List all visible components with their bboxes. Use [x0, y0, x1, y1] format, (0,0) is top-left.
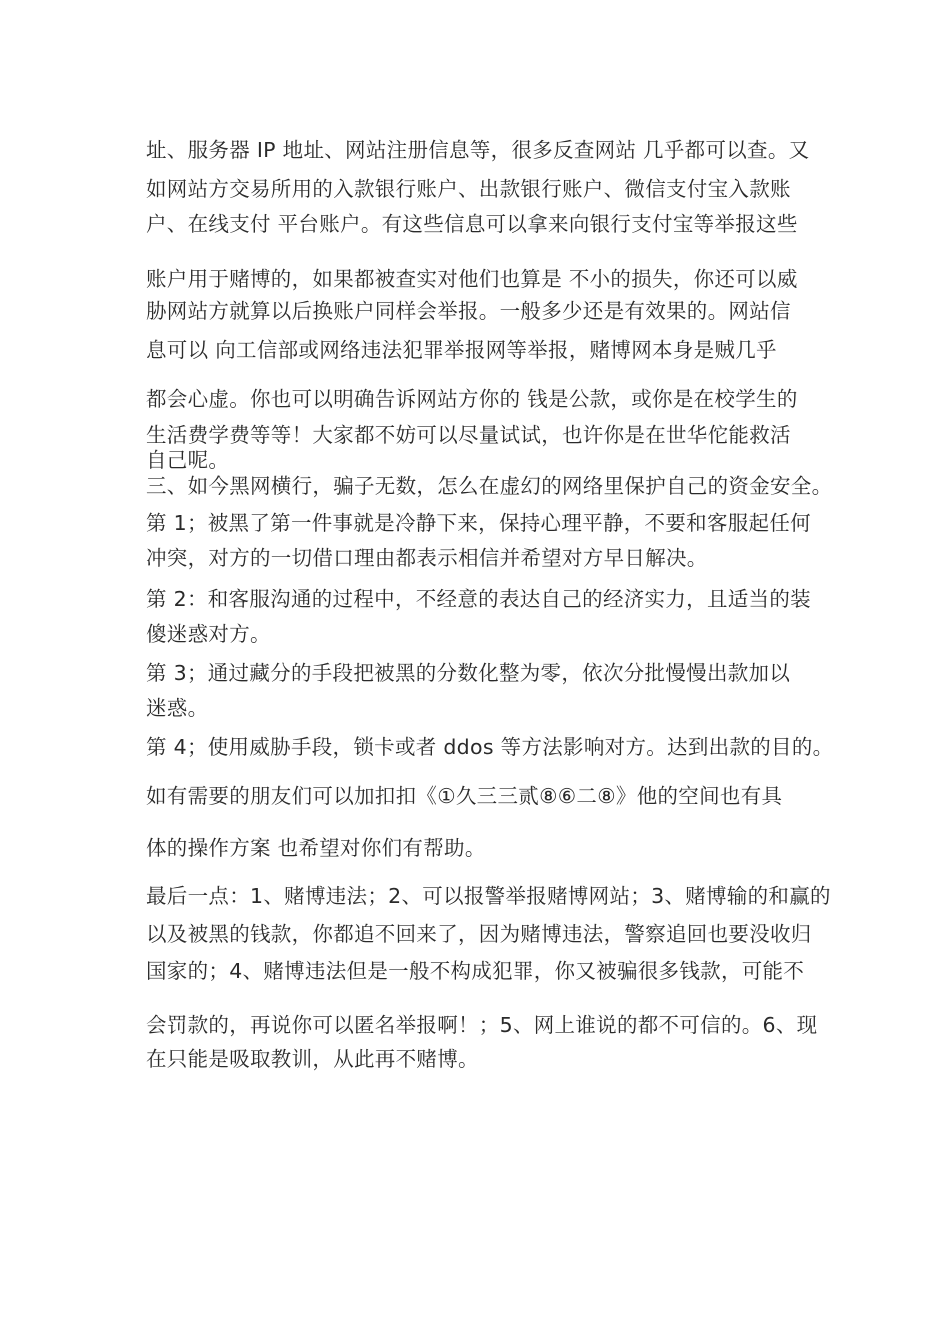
- text-line: 如有需要的朋友们可以加扣扣《①久三三贰⑧⑥二⑧》他的空间也有具: [146, 784, 783, 808]
- text-line: 生活费学费等等！大家都不妨可以尽量试试，也许你是在世华佗能救活: [146, 423, 791, 447]
- text-line: 会罚款的，再说你可以匿名举报啊！；5、网上谁说的都不可信的。6、现: [146, 1013, 818, 1037]
- text-line: 最后一点：1、赌博违法；2、可以报警举报赌博网站；3、赌博输的和赢的: [146, 884, 831, 908]
- text-line: 息可以 向工信部或网络违法犯罪举报网等举报，赌博网本身是贼几乎: [146, 338, 777, 362]
- text-line: 第 1；被黑了第一件事就是冷静下来，保持心理平静，不要和客服起任何: [146, 511, 811, 535]
- text-line: 址、服务器 IP 地址、网站注册信息等，很多反查网站 几乎都可以查。又: [146, 138, 810, 162]
- text-line: 在只能是吸取教训，从此再不赌博。: [146, 1047, 479, 1071]
- text-line: 体的操作方案 也希望对你们有帮助。: [146, 836, 486, 860]
- text-line: 胁网站方就算以后换账户同样会举报。一般多少还是有效果的。网站信: [146, 299, 791, 323]
- text-line: 以及被黑的钱款，你都追不回来了，因为赌博违法，警察追回也要没收归: [146, 922, 812, 946]
- text-line: 如网站方交易所用的入款银行账户、出款银行账户、微信支付宝入款账: [146, 177, 791, 201]
- text-line: 国家的；4、赌博违法但是一般不构成犯罪，你又被骗很多钱款，可能不: [146, 959, 805, 983]
- text-line: 迷惑。: [146, 696, 209, 720]
- text-line: 第 3；通过藏分的手段把被黑的分数化整为零，依次分批慢慢出款加以: [146, 661, 791, 685]
- text-line: 账户用于赌博的，如果都被查实对他们也算是 不小的损失，你还可以威: [146, 267, 798, 291]
- text-line: 自己呢。: [146, 448, 230, 472]
- text-line: 都会心虚。你也可以明确告诉网站方你的 钱是公款，或你是在校学生的: [146, 387, 798, 411]
- text-line: 第 2：和客服沟通的过程中，不经意的表达自己的经济实力，且适当的装: [146, 587, 811, 611]
- section-heading: 三、如今黑网横行，骗子无数，怎么在虚幻的网络里保护自己的资金安全。: [146, 474, 833, 498]
- text-line: 户、在线支付 平台账户。有这些信息可以拿来向银行支付宝等举报这些: [146, 212, 798, 236]
- text-line: 第 4；使用威胁手段，锁卡或者 ddos 等方法影响对方。达到出款的目的。: [146, 735, 834, 759]
- text-line: 傻迷惑对方。: [146, 622, 271, 646]
- text-line: 冲突，对方的一切借口理由都表示相信并希望对方早日解决。: [146, 546, 708, 570]
